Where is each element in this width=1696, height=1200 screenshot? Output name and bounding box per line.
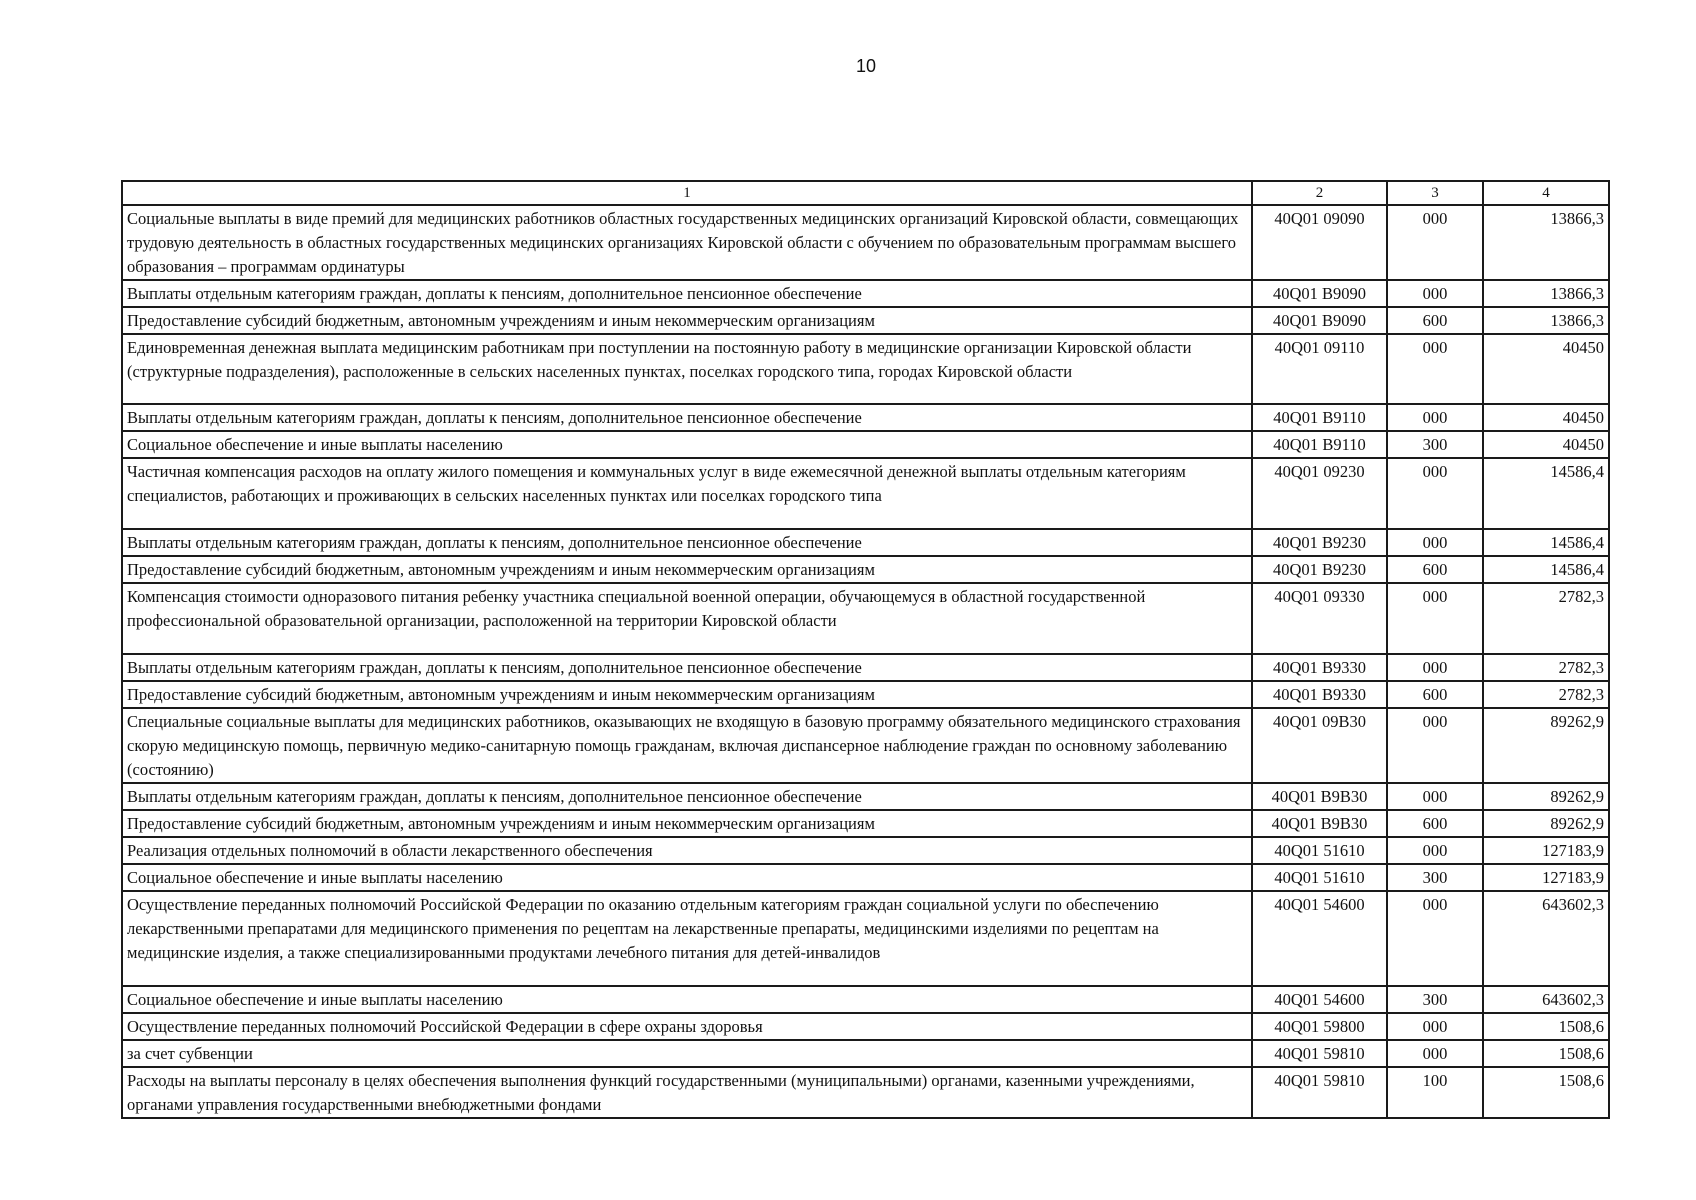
expense-type-code: 600 [1387,810,1483,837]
amount: 40450 [1483,431,1609,458]
table-row [122,334,1609,404]
amount: 643602,3 [1483,986,1609,1013]
target-article-code: 40Q01 59810 [1252,1040,1387,1067]
expense-type-code: 100 [1387,1067,1483,1118]
expense-name: Социальное обеспечение и иные выплаты населению [122,864,1252,891]
table-row [122,583,1609,654]
expense-type-code: 300 [1387,864,1483,891]
amount: 1508,6 [1483,1040,1609,1067]
table-row [122,1040,1609,1067]
table-row [122,810,1609,837]
table-body [122,205,1609,1118]
amount: 13866,3 [1483,307,1609,334]
table-row [122,458,1609,529]
amount: 14586,4 [1483,458,1609,529]
table-row [122,280,1609,307]
expense-type-code: 000 [1387,654,1483,681]
table-row [122,783,1609,810]
target-article-code: 40Q01 59810 [1252,1067,1387,1118]
expense-type-code: 000 [1387,205,1483,280]
target-article-code: 40Q01 51610 [1252,837,1387,864]
expense-name: Предоставление субсидий бюджетным, автономным учреждениям и иным некоммерческим организациям [122,681,1252,708]
expense-type-code: 000 [1387,891,1483,986]
amount: 14586,4 [1483,529,1609,556]
target-article-code: 40Q01 54600 [1252,891,1387,986]
target-article-code: 40Q01 54600 [1252,986,1387,1013]
column-header-1: 1 [122,181,1252,205]
table-row [122,307,1609,334]
target-article-code: 40Q01 В9В30 [1252,783,1387,810]
expense-name: Выплаты отдельным категориям граждан, доплаты к пенсиям, дополнительное пенсионное обеспечение [122,529,1252,556]
expense-name: Специальные социальные выплаты для медицинских работников, оказывающих не входящую в базовую программу обязательного медицинского страхования скорую медицинскую помощь, первичную медико-санитарную помощь гражданам, включая диспансерное наблюдение граждан по основному заболеванию (состоянию) [122,708,1252,783]
expense-type-code: 000 [1387,458,1483,529]
expense-name: Предоставление субсидий бюджетным, автономным учреждениям и иным некоммерческим организациям [122,556,1252,583]
expense-type-code: 600 [1387,556,1483,583]
table-row [122,556,1609,583]
expense-type-code: 000 [1387,280,1483,307]
table-row [122,681,1609,708]
table-row [122,654,1609,681]
table-row [122,1067,1609,1118]
target-article-code: 40Q01 В9110 [1252,404,1387,431]
target-article-code: 40Q01 51610 [1252,864,1387,891]
expense-name: Единовременная денежная выплата медицинским работникам при поступлении на постоянную работу в медицинские организации Кировской области (структурные подразделения), расположенные в сельских населенных пунктах, поселках городского типа, городах Кировской области [122,334,1252,404]
expense-name: Социальное обеспечение и иные выплаты населению [122,431,1252,458]
amount: 14586,4 [1483,556,1609,583]
expense-name: Осуществление переданных полномочий Российской Федерации по оказанию отдельным категориям граждан социальной услуги по обеспечению лекарственными препаратами для медицинского применения по рецептам на лекарственные препараты, медицинскими изделиями по рецептам на медицинские изделия, а также специализированными продуктами лечебного питания для детей-инвалидов [122,891,1252,986]
amount: 2782,3 [1483,583,1609,654]
target-article-code: 40Q01 59800 [1252,1013,1387,1040]
expense-name: Реализация отдельных полномочий в области лекарственного обеспечения [122,837,1252,864]
target-article-code: 40Q01 В9230 [1252,556,1387,583]
expense-type-code: 000 [1387,708,1483,783]
table-row [122,529,1609,556]
target-article-code: 40Q01 В9В30 [1252,810,1387,837]
amount: 89262,9 [1483,708,1609,783]
expense-name: Выплаты отдельным категориям граждан, доплаты к пенсиям, дополнительное пенсионное обеспечение [122,783,1252,810]
table-row [122,1013,1609,1040]
amount: 89262,9 [1483,783,1609,810]
amount: 643602,3 [1483,891,1609,986]
expense-type-code: 000 [1387,1013,1483,1040]
budget-table [121,180,1610,1119]
table-row [122,708,1609,783]
column-header-4: 4 [1483,181,1609,205]
column-header-2: 2 [1252,181,1387,205]
expense-name: Компенсация стоимости одноразового питания ребенку участника специальной военной операции, обучающемуся в областной государственной профессиональной образовательной организации, расположенной на территории Кировской области [122,583,1252,654]
target-article-code: 40Q01 09090 [1252,205,1387,280]
table-row [122,404,1609,431]
expense-type-code: 300 [1387,986,1483,1013]
table-row [122,431,1609,458]
table-row [122,864,1609,891]
expense-type-code: 000 [1387,837,1483,864]
amount: 2782,3 [1483,681,1609,708]
target-article-code: 40Q01 09330 [1252,583,1387,654]
amount: 127183,9 [1483,864,1609,891]
expense-name: Частичная компенсация расходов на оплату жилого помещения и коммунальных услуг в виде ежемесячной денежной выплаты отдельным категориям специалистов, работающих и проживающих в сельских населенных пунктах или поселках городского типа [122,458,1252,529]
target-article-code: 40Q01 09В30 [1252,708,1387,783]
amount: 40450 [1483,404,1609,431]
target-article-code: 40Q01 09110 [1252,334,1387,404]
expense-type-code: 000 [1387,1040,1483,1067]
expense-type-code: 000 [1387,583,1483,654]
expense-type-code: 600 [1387,307,1483,334]
expense-name: Социальные выплаты в виде премий для медицинских работников областных государственных медицинских организаций Кировской области, совмещающих трудовую деятельность в областных государственных медицинских организациях Кировской области с обучением по образовательным программам высшего образования – программам ординатуры [122,205,1252,280]
expense-name: Предоставление субсидий бюджетным, автономным учреждениям и иным некоммерческим организациям [122,810,1252,837]
target-article-code: 40Q01 В9330 [1252,681,1387,708]
expense-type-code: 000 [1387,404,1483,431]
amount: 40450 [1483,334,1609,404]
expense-name: Выплаты отдельным категориям граждан, доплаты к пенсиям, дополнительное пенсионное обеспечение [122,280,1252,307]
amount: 13866,3 [1483,280,1609,307]
amount: 2782,3 [1483,654,1609,681]
table-row [122,986,1609,1013]
table-header-row [122,181,1609,205]
expense-type-code: 600 [1387,681,1483,708]
column-header-3: 3 [1387,181,1483,205]
target-article-code: 40Q01 В9330 [1252,654,1387,681]
expense-name: Расходы на выплаты персоналу в целях обеспечения выполнения функций государственными (муниципальными) органами, казенными учреждениями, органами управления государственными внебюджетными фондами [122,1067,1252,1118]
table-row [122,891,1609,986]
page-number: 10 [855,56,877,76]
expense-type-code: 300 [1387,431,1483,458]
expense-name: Социальное обеспечение и иные выплаты населению [122,986,1252,1013]
amount: 1508,6 [1483,1067,1609,1118]
table-row [122,205,1609,280]
expense-name: за счет субвенции [122,1040,1252,1067]
target-article-code: 40Q01 В9230 [1252,529,1387,556]
target-article-code: 40Q01 В9110 [1252,431,1387,458]
table-row [122,837,1609,864]
expense-type-code: 000 [1387,334,1483,404]
target-article-code: 40Q01 В9090 [1252,307,1387,334]
amount: 13866,3 [1483,205,1609,280]
expense-type-code: 000 [1387,783,1483,810]
expense-name: Выплаты отдельным категориям граждан, доплаты к пенсиям, дополнительное пенсионное обеспечение [122,654,1252,681]
expense-type-code: 000 [1387,529,1483,556]
amount: 1508,6 [1483,1013,1609,1040]
expense-name: Предоставление субсидий бюджетным, автономным учреждениям и иным некоммерческим организациям [122,307,1252,334]
amount: 89262,9 [1483,810,1609,837]
amount: 127183,9 [1483,837,1609,864]
target-article-code: 40Q01 09230 [1252,458,1387,529]
target-article-code: 40Q01 В9090 [1252,280,1387,307]
expense-name: Осуществление переданных полномочий Российской Федерации в сфере охраны здоровья [122,1013,1252,1040]
expense-name: Выплаты отдельным категориям граждан, доплаты к пенсиям, дополнительное пенсионное обеспечение [122,404,1252,431]
